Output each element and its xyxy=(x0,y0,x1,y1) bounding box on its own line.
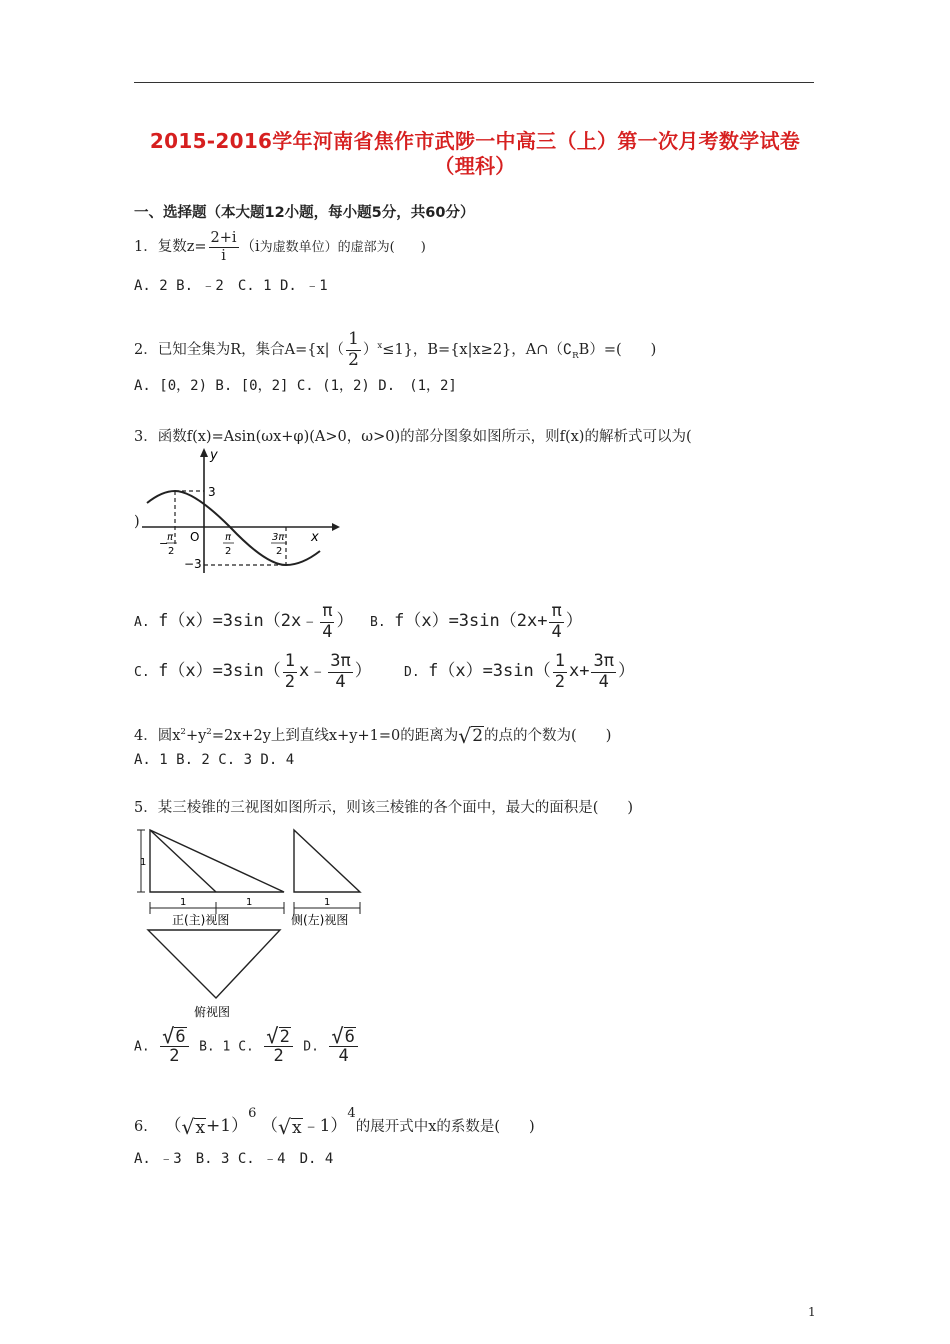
q2-options: A. [0，2) B. [0，2] C. (1，2) D. (1，2] xyxy=(134,378,457,394)
q3-b-den: 4 xyxy=(551,621,562,642)
q1-den: i xyxy=(221,247,226,264)
q1-options: A. 2 B. ﹣2 C. 1 D. ﹣1 xyxy=(134,278,328,294)
front-width-label-2: 1 xyxy=(246,897,253,908)
question-3-stem: 3．函数f(x)=Asin(ωx+φ)(A>0，ω>0)的部分图象如图所示，则f(x)的解析式可以为( xyxy=(134,429,692,445)
question-1 xyxy=(134,230,426,264)
front-width-label-1: 1 xyxy=(180,897,187,908)
q3-a-den: 4 xyxy=(322,621,333,642)
q5-a-den: 2 xyxy=(169,1046,180,1067)
q2-num: 1 xyxy=(348,329,359,349)
q3-b-pre: f（x）=3sin（2x+ xyxy=(394,611,548,632)
q3-c-post: ） xyxy=(354,661,372,682)
q3-d-mid: x+ xyxy=(569,661,590,682)
page-title: 2015-2016学年河南省焦作市武陟一中高三（上）第一次月考数学试卷 xyxy=(149,129,801,153)
q3-b-num: π xyxy=(551,601,562,621)
q6-options: A. ﹣3 B. 3 C. ﹣4 D. 4 xyxy=(134,1151,334,1167)
y-label: y xyxy=(210,448,218,463)
q3-c-frac1 xyxy=(283,652,297,692)
y-axis-arrow-icon xyxy=(200,448,208,457)
front-view-label: 正(主)视图 xyxy=(172,913,230,927)
label-three: 3 xyxy=(208,485,216,499)
q3-d-d1: 2 xyxy=(554,671,565,692)
q1-suffix-b: 为虚数单位）的虚部为( ) xyxy=(259,240,426,256)
q2-exp: x xyxy=(377,341,383,352)
q5-d-frac: √ 6 4 xyxy=(329,1026,358,1067)
q3-c-n1: 1 xyxy=(284,651,295,671)
q5-d-letter: D. xyxy=(303,1039,319,1055)
q6-number: 6. xyxy=(134,1119,148,1135)
q4-mid1: +y xyxy=(185,727,207,744)
height-dim-label: 1 xyxy=(140,857,147,868)
q3-d-frac1 xyxy=(553,652,567,692)
label-neg-pi-den: 2 xyxy=(168,546,175,557)
q6-exp2: 4 xyxy=(347,1106,356,1121)
side-view-label: 侧(左)视图 xyxy=(291,913,349,927)
side-view xyxy=(294,830,360,892)
q3-d-pre: f（x）=3sin（ xyxy=(428,661,551,682)
q6-p1-close: +1） xyxy=(206,1116,249,1136)
q4-options: A. 1 B. 2 C. 3 D. 4 xyxy=(134,752,295,768)
page-number: 1 xyxy=(808,1305,816,1319)
q1-prefix: 1．复数z= xyxy=(134,239,207,256)
question-4 xyxy=(134,722,611,746)
q2-suffix: ≤1}，B={x|x≥2}，A∩（ xyxy=(382,342,563,359)
q4-sq1: 2 xyxy=(180,727,186,737)
q3-d-n1: 1 xyxy=(554,651,565,671)
q5-c-frac: √ 2 2 xyxy=(264,1026,293,1067)
question-5-stem: 5．某三棱锥的三视图如图所示，则该三棱锥的各个面中，最大的面积是( ) xyxy=(134,800,634,816)
q6-exp1: 6 xyxy=(248,1106,257,1121)
x-label: x xyxy=(311,530,319,545)
q3-d-post: ） xyxy=(617,661,635,682)
q2-sub: R xyxy=(572,350,579,361)
q5-a-letter: A. xyxy=(134,1039,150,1055)
q5-options xyxy=(134,1026,360,1067)
q4-sq2: 2 xyxy=(206,727,212,737)
q3-d-d2: 4 xyxy=(598,671,609,692)
q6-p2-close: ﹣1） xyxy=(302,1116,348,1136)
q6-p1-open: （ xyxy=(164,1116,182,1136)
q6-p2-rad: x xyxy=(292,1117,302,1138)
q5-d-rad: 6 xyxy=(344,1026,355,1047)
q2-mid: ） xyxy=(362,342,378,359)
q3-a-letter: A. xyxy=(134,615,150,631)
q3-d-frac2 xyxy=(591,652,615,692)
q5-c-rad: 2 xyxy=(279,1026,290,1047)
page-subtitle: （理科） xyxy=(434,154,516,178)
q3-c-mid: x﹣ xyxy=(299,661,327,682)
q6-sqrt-2: √ x xyxy=(278,1114,302,1139)
label-neg-sign: − xyxy=(159,537,169,550)
q3-c-frac2 xyxy=(328,652,352,692)
label-pi-den: 2 xyxy=(225,546,232,557)
q5-b-text: B. 1 C. xyxy=(199,1039,254,1055)
q6-sqrt-1: √ x xyxy=(181,1114,206,1139)
q3-d-n2: 3π xyxy=(593,651,614,671)
question-2 xyxy=(134,330,656,370)
header-rule xyxy=(134,82,814,83)
q3-a-pre: f（x）=3sin（2x﹣ xyxy=(158,611,319,632)
label-origin: O xyxy=(190,530,200,544)
q3-a-num: π xyxy=(322,601,333,621)
q3-c-d1: 2 xyxy=(284,671,295,692)
q3-b-letter: B. xyxy=(370,615,386,631)
front-view-outer xyxy=(150,830,284,892)
q3-b-post: ） xyxy=(565,611,583,632)
q3-b-frac xyxy=(549,602,563,642)
x-axis-arrow-icon xyxy=(332,523,340,531)
q2-fraction xyxy=(346,330,361,370)
top-view-label: 俯视图 xyxy=(194,1005,231,1019)
q1-fraction xyxy=(209,230,239,264)
q1-suffix-a: （i xyxy=(240,239,260,256)
three-view-figure xyxy=(134,822,374,1022)
label-three-pi: 3π xyxy=(272,532,285,543)
q2-complement: ∁ xyxy=(562,342,573,359)
sine-graph xyxy=(134,445,344,580)
q4-rad: 2 xyxy=(472,726,484,747)
q5-a-rad: 6 xyxy=(175,1026,186,1047)
q3-c-d2: 4 xyxy=(335,671,346,692)
q3-option-c xyxy=(134,652,372,692)
q3-d-letter: D. xyxy=(404,665,420,681)
q3-a-post: ） xyxy=(336,611,354,632)
q3-option-a xyxy=(134,602,353,642)
q2-den: 2 xyxy=(348,349,359,370)
q5-a-frac: √ 6 2 xyxy=(160,1026,189,1067)
q5-d-den: 4 xyxy=(338,1046,349,1067)
front-view-inner-edge xyxy=(150,830,216,892)
q4-sqrt: √ 2 xyxy=(458,723,484,748)
q6-p1-rad: x xyxy=(195,1117,206,1138)
side-width-label: 1 xyxy=(324,897,331,908)
label-pi: π xyxy=(225,532,232,543)
label-three-pi-den: 2 xyxy=(276,546,283,557)
label-neg-three: −3 xyxy=(184,557,202,571)
q5-c-den: 2 xyxy=(273,1046,284,1067)
q4-prefix: 4．圆x xyxy=(134,727,181,744)
q1-num: 2+i xyxy=(210,230,237,246)
q3-c-pre: f（x）=3sin（ xyxy=(158,661,281,682)
q3-option-b xyxy=(370,602,583,642)
top-view xyxy=(148,930,280,998)
q3-close-paren: ) xyxy=(134,514,140,530)
q4-mid2: =2x+2y上到直线x+y+1=0的距离为 xyxy=(211,727,459,744)
q2-end: B）=( ) xyxy=(578,342,657,359)
q3-a-frac xyxy=(320,602,334,642)
section-heading: 一、选择题（本大题12小题，每小题5分，共60分） xyxy=(134,205,475,221)
q3-c-letter: C. xyxy=(134,665,150,681)
q4-suffix: 的点的个数为( ) xyxy=(484,727,612,744)
question-6 xyxy=(134,1104,535,1137)
q3-option-d xyxy=(404,652,635,692)
q3-c-n2: 3π xyxy=(330,651,351,671)
q6-p2-open: （ xyxy=(261,1116,278,1136)
q6-suffix: 的展开式中x的系数是( ) xyxy=(355,1119,535,1135)
q2-prefix: 2．已知全集为R，集合A={x|（ xyxy=(134,342,345,359)
label-neg-pi: π xyxy=(167,532,174,543)
